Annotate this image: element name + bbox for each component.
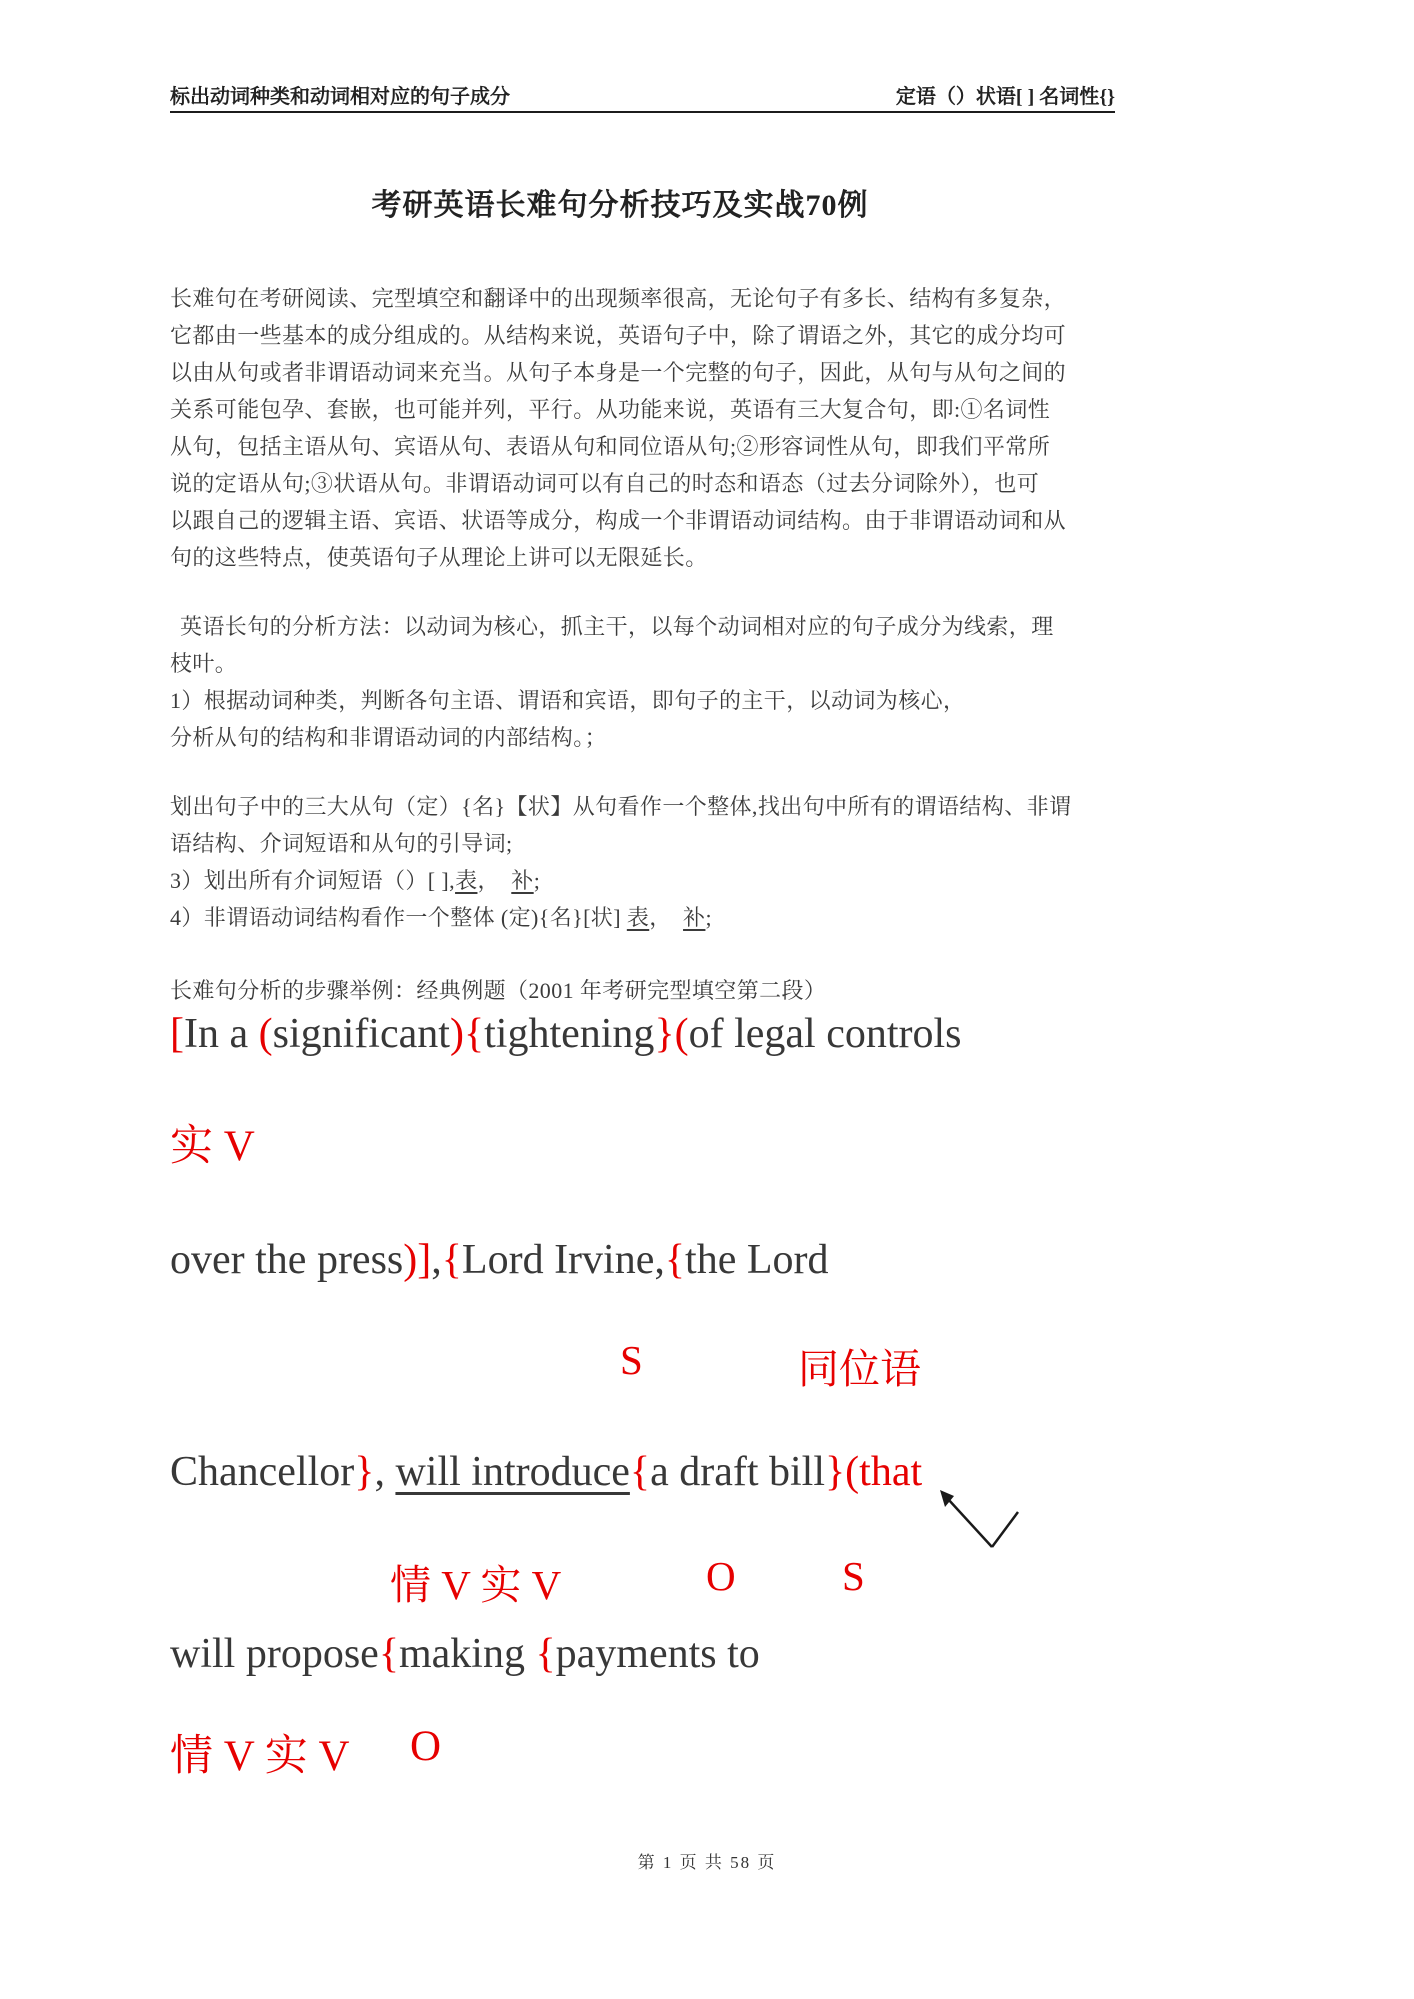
annotation-subject-s: S	[842, 1553, 865, 1599]
annotation-verbs: 情 V 实 V	[170, 1733, 350, 1780]
method-line: 枝叶。	[170, 651, 238, 676]
step-line: 语结构、介词短语和从句的引导词;	[170, 831, 513, 856]
annotation-object-o: O	[410, 1723, 442, 1770]
sentence-line-1: [In a (significant){tightening}(of legal controls	[170, 1011, 962, 1057]
sentence-line-2: over the press)],{Lord Irvine,{the Lord	[170, 1237, 829, 1283]
intro-line: 说的定语从句;③状语从句。非谓语动词可以有自己的时态和语态（过去分词除外），也可	[170, 471, 1040, 496]
method-paragraph	[170, 608, 1085, 756]
page-title: 考研英语长难句分析技巧及实战70例	[371, 189, 869, 222]
intro-line: 从句，包括主语从句、宾语从句、表语从句和同位语从句;②形容词性从句，即我们平常所	[170, 434, 1051, 459]
intro-line: 长难句在考研阅读、完型填空和翻译中的出现频率很高，无论句子有多长、结构有多复杂，	[170, 286, 1067, 311]
annotation-verbs: 情 V 实 V	[390, 1562, 562, 1608]
intro-line: 它都由一些基本的成分组成的。从结构来说，英语句子中，除了谓语之外，其它的成分均可	[170, 323, 1067, 348]
intro-line: 以由从句或者非谓语动词来充当。从句子本身是一个完整的句子，因此，从句与从句之间的	[170, 360, 1067, 385]
step-line: 3）划出所有介词短语（）[ ],表， 补;	[170, 868, 541, 893]
step-line: 4）非谓语动词结构看作一个整体 (定){名}[状] 表， 补;	[170, 905, 712, 930]
method-line: 分析从句的结构和非谓语动词的内部结构。；	[170, 725, 608, 750]
header-left-text: 标出动词种类和动词相对应的句子成分	[170, 86, 510, 108]
intro-paragraph	[170, 280, 1085, 576]
annotation-object-o: O	[706, 1553, 736, 1599]
annotation-arrow	[926, 1484, 1026, 1558]
annotation-apposition: 同位语	[798, 1346, 921, 1392]
method-line: 英语长句的分析方法：以动词为核心，抓主干，以每个动词相对应的句子成分为线索，理	[180, 614, 1054, 639]
annotation-shi-v: 实 V	[170, 1123, 255, 1170]
sentence-line-4: will propose{making {payments to	[170, 1631, 760, 1677]
header-right-text: 定语（）状语[ ] 名词性{}	[895, 86, 1115, 108]
method-line: 1）根据动词种类，判断各句主语、谓语和宾语，即句子的主干，以动词为核心，	[170, 688, 966, 713]
intro-line: 句的这些特点，使英语句子从理论上讲可以无限延长。	[170, 545, 708, 570]
sentence-line-3: Chancellor}, will introduce{a draft bill}(that	[170, 1449, 923, 1495]
example-intro: 长难句分析的步骤举例：经典例题（2001 年考研完型填空第二段）	[170, 978, 827, 1003]
header-rule	[170, 111, 1115, 113]
intro-line: 以跟自己的逻辑主语、宾语、状语等成分，构成一个非谓语动词结构。由于非谓语动词和从	[170, 508, 1067, 533]
annotation-subject-s: S	[620, 1337, 643, 1383]
step-line: 划出句子中的三大从句（定）{名}【状】从句看作一个整体,找出句中所有的谓语结构、非谓	[170, 794, 1072, 819]
page-footer: 第 1 页 共 58 页	[637, 1853, 777, 1872]
steps-paragraph	[170, 788, 1085, 936]
intro-line: 关系可能包孕、套嵌，也可能并列，平行。从功能来说，英语有三大复合句，即:①名词性	[170, 397, 1051, 422]
page-header	[170, 80, 1115, 109]
